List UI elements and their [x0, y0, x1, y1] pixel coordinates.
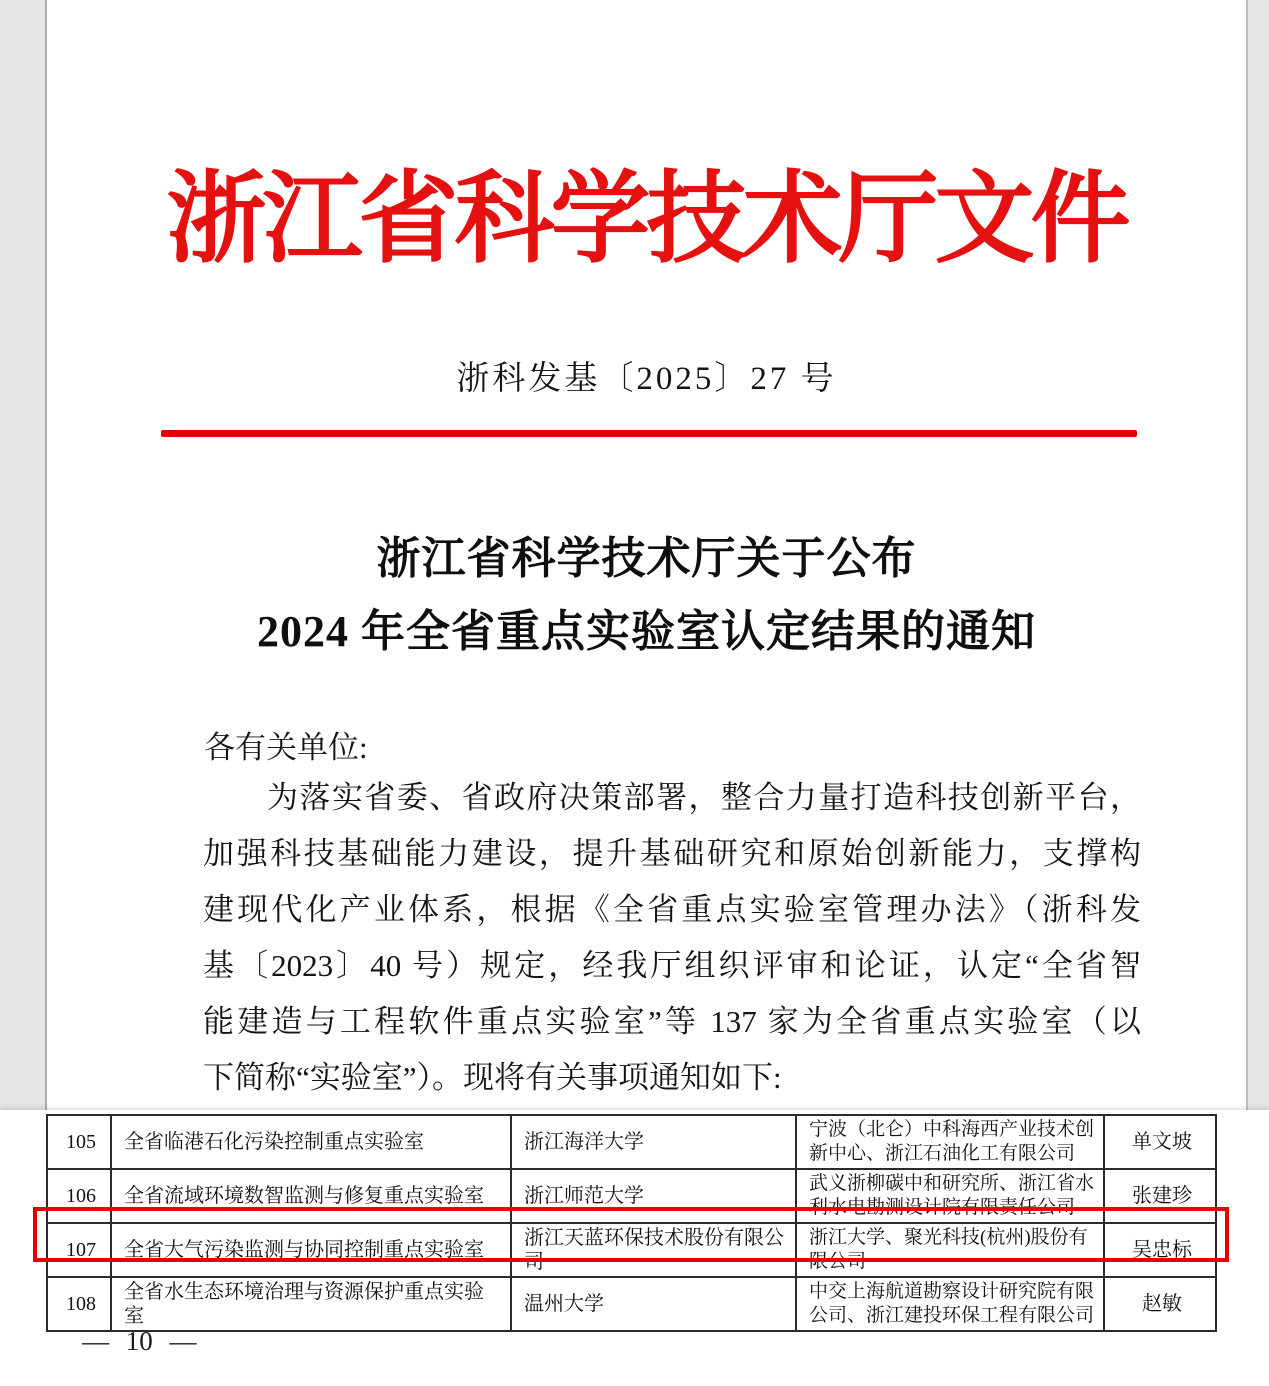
notice-title-line1: 浙江省科学技术厅关于公布 — [376, 534, 917, 583]
host-institution: 温州大学 — [511, 1277, 796, 1331]
director-name: 张建珍 — [1104, 1169, 1216, 1223]
body-paragraph — [203, 770, 1141, 1106]
partner-institutions: 宁波（北仑）中科海西产业技术创新中心、浙江石油化工有限公司 — [796, 1115, 1104, 1169]
director-name: 单文坡 — [1104, 1115, 1216, 1169]
letterhead-title: 浙江省科学技术厅文件 — [166, 164, 1127, 275]
row-number: 108 — [47, 1277, 111, 1331]
row-number: 106 — [47, 1169, 111, 1223]
director-name: 赵敏 — [1104, 1277, 1216, 1331]
lab-name: 全省临港石化污染控制重点实验室 — [111, 1115, 511, 1169]
row-number: 105 — [47, 1115, 111, 1169]
row-number: 107 — [47, 1223, 111, 1277]
host-institution: 浙江师范大学 — [511, 1169, 796, 1223]
partner-institutions: 武义浙柳碳中和研究所、浙江省水利水电勘测设计院有限责任公司 — [796, 1169, 1104, 1223]
body-line: 基〔2023〕40 号）规定，经我厅组织评审和论证，认定“全省智 — [203, 948, 1141, 983]
lab-name: 全省流域环境数智监测与修复重点实验室 — [111, 1169, 511, 1223]
body-line: 能建造与工程软件重点实验室”等 137 家为全省重点实验室（以 — [203, 1004, 1141, 1039]
director-name: 吴忠标 — [1104, 1223, 1216, 1277]
body-line: 为落实省委、省政府决策部署，整合力量打造科技创新平台， — [267, 780, 1141, 815]
body-line: 建现代化产业体系，根据《全省重点实验室管理办法》（浙科发 — [203, 892, 1141, 927]
document-number: 浙科发基〔2025〕27 号 — [456, 361, 837, 397]
partner-institutions: 中交上海航道勘察设计研究院有限公司、浙江建投环保工程有限公司 — [796, 1277, 1104, 1331]
red-divider — [161, 430, 1137, 437]
host-institution: 浙江海洋大学 — [511, 1115, 796, 1169]
table-row — [47, 1115, 1216, 1169]
table-row — [47, 1169, 1216, 1223]
table-row — [47, 1277, 1216, 1331]
host-institution: 浙江天蓝环保技术股份有限公司 — [511, 1223, 796, 1277]
results-table — [46, 1114, 1217, 1332]
body-line: 加强科技基础能力建设，提升基础研究和原始创新能力，支撑构 — [203, 836, 1141, 871]
lab-name: 全省水生态环境治理与资源保护重点实验室 — [111, 1277, 511, 1331]
page-number: — 10 — — [82, 1326, 197, 1356]
notice-title-line2: 2024 年全省重点实验室认定结果的通知 — [257, 607, 1036, 656]
table-row-highlighted — [47, 1223, 1216, 1277]
body-line: 下简称“实验室”）。现将有关事项通知如下: — [203, 1060, 782, 1095]
salutation: 各有关单位: — [204, 730, 368, 765]
partner-institutions: 浙江大学、聚光科技(杭州)股份有限公司 — [796, 1223, 1104, 1277]
lab-name: 全省大气污染监测与协同控制重点实验室 — [111, 1223, 511, 1277]
